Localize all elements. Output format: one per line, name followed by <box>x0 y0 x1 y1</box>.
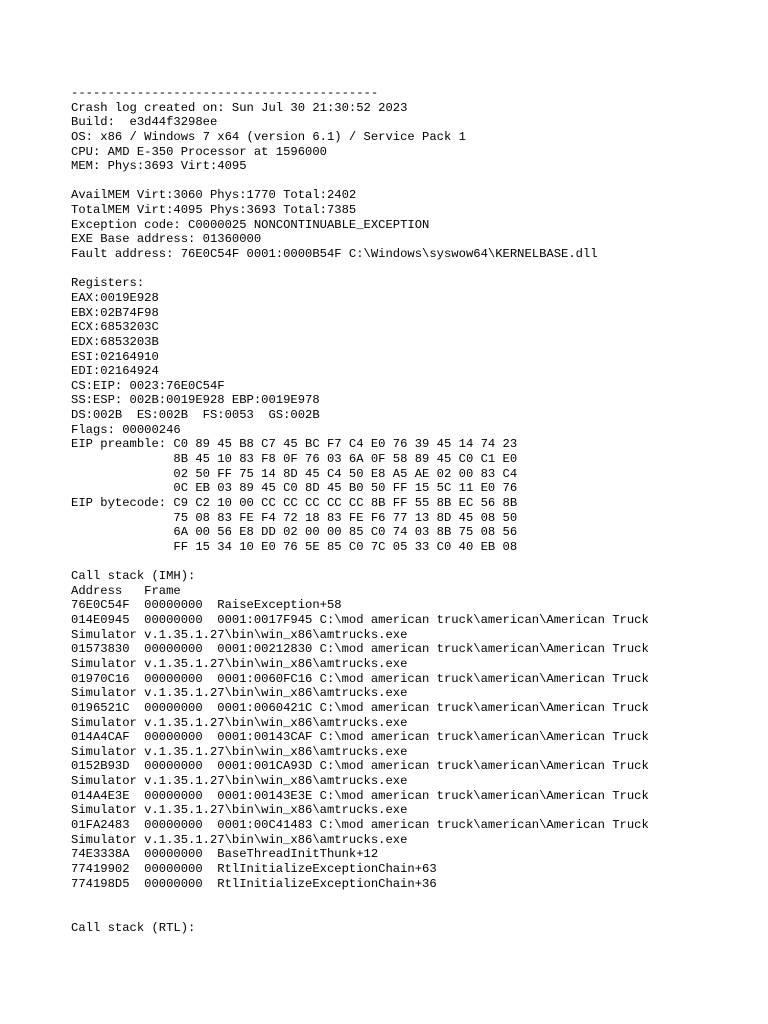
spacer <box>71 262 711 277</box>
eip-preamble-line: 0C EB 03 89 45 C0 8D 45 B0 50 FF 15 5C 11 E0 76 <box>71 481 518 496</box>
callstack-frame-line: 77419902 00000000 RtlInitializeExceptionChain+63 <box>71 861 437 876</box>
callstack-frame-line: 01FA2483 00000000 0001:00C41483 C:\mod american truck\american\American Truck <box>71 818 649 833</box>
callstack-rtl-title: Call stack (RTL): <box>71 920 196 935</box>
callstack-frame-line: 014A4CAF 00000000 0001:00143CAF C:\mod american truck\american\American Truck <box>71 730 649 745</box>
eip-preamble-line: EIP preamble: C0 89 45 B8 C7 45 BC F7 C4 E0 76 39 45 14 74 23 <box>71 437 518 452</box>
os-line: OS: x86 / Windows 7 x64 (version 6.1) / Service Pack 1 <box>71 129 466 144</box>
register-edx: EDX:6853203B <box>71 334 159 349</box>
callstack-imh-list <box>71 598 711 891</box>
cpu-line: CPU: AMD E-350 Processor at 1596000 <box>71 144 327 159</box>
register-ecx: ECX:6853203C <box>71 320 159 335</box>
eip-bytecode-line: 75 08 83 FE F4 72 18 83 FE F6 77 13 8D 45 08 50 <box>71 510 518 525</box>
callstack-frame-line: Simulator v.1.35.1.27\bin\win_x86\amtrucks.exe <box>71 744 408 759</box>
callstack-frame-line: 74E3338A 00000000 BaseThreadInitThunk+12 <box>71 847 379 862</box>
register-ss-esp: SS:ESP: 002B:0019E928 EBP:0019E978 <box>71 393 320 408</box>
callstack-frame-line: Simulator v.1.35.1.27\bin\win_x86\amtrucks.exe <box>71 774 408 789</box>
register-edi: EDI:02164924 <box>71 364 159 379</box>
eip-preamble-line: 02 50 FF 75 14 8D 45 C4 50 E8 A5 AE 02 00 83 C4 <box>71 466 518 481</box>
spacer <box>71 891 711 920</box>
crash-log-document <box>71 86 711 935</box>
total-mem-line: TotalMEM Virt:4095 Phys:3693 Total:7385 <box>71 203 357 218</box>
created-line: Crash log created on: Sun Jul 30 21:30:52 2023 <box>71 100 408 115</box>
callstack-frame-line: Simulator v.1.35.1.27\bin\win_x86\amtrucks.exe <box>71 686 408 701</box>
avail-mem-line: AvailMEM Virt:3060 Phys:1770 Total:2402 <box>71 188 357 203</box>
separator-line: ------------------------------------------ <box>71 86 379 100</box>
callstack-frame-line: Simulator v.1.35.1.27\bin\win_x86\amtrucks.exe <box>71 627 408 642</box>
callstack-frame-line: Simulator v.1.35.1.27\bin\win_x86\amtrucks.exe <box>71 832 408 847</box>
callstack-frame-line: Simulator v.1.35.1.27\bin\win_x86\amtrucks.exe <box>71 715 408 730</box>
register-cs-eip: CS:EIP: 0023:76E0C54F <box>71 378 225 393</box>
callstack-frame-line: 76E0C54F 00000000 RaiseException+58 <box>71 598 342 613</box>
mem-line: MEM: Phys:3693 Virt:4095 <box>71 159 247 174</box>
callstack-imh-title: Call stack (IMH): <box>71 569 196 584</box>
callstack-frame-line: 0152B93D 00000000 0001:001CA93D C:\mod american truck\american\American Truck <box>71 759 649 774</box>
callstack-frame-line: Simulator v.1.35.1.27\bin\win_x86\amtrucks.exe <box>71 803 408 818</box>
register-eax: EAX:0019E928 <box>71 290 159 305</box>
callstack-frame-line: 0196521C 00000000 0001:0060421C C:\mod american truck\american\American Truck <box>71 700 649 715</box>
spacer <box>71 555 711 570</box>
callstack-frame-line: 01573830 00000000 0001:00212830 C:\mod american truck\american\American Truck <box>71 642 649 657</box>
exception-line: Exception code: C0000025 NONCONTINUABLE_EXCEPTION <box>71 217 430 232</box>
build-line: Build: e3d44f3298ee <box>71 115 218 130</box>
callstack-frame-line: 014E0945 00000000 0001:0017F945 C:\mod american truck\american\American Truck <box>71 613 649 628</box>
register-esi: ESI:02164910 <box>71 349 159 364</box>
registers-title: Registers: <box>71 276 145 291</box>
spacer <box>71 174 711 189</box>
eip-bytecode-line: FF 15 34 10 E0 76 5E 85 C0 7C 05 33 C0 40 EB 08 <box>71 539 518 554</box>
eip-preamble-line: 8B 45 10 83 F8 0F 76 03 6A 0F 58 89 45 C0 C1 E0 <box>71 452 518 467</box>
eip-bytecode-line: EIP bytecode: C9 C2 10 00 CC CC CC CC CC 8B FF 55 8B EC 56 8B <box>71 495 518 510</box>
callstack-frame-line: 774198D5 00000000 RtlInitializeExceptionChain+36 <box>71 876 437 891</box>
callstack-frame-line: 01970C16 00000000 0001:0060FC16 C:\mod american truck\american\American Truck <box>71 671 649 686</box>
register-segments: DS:002B ES:002B FS:0053 GS:002B <box>71 408 320 423</box>
eip-bytecode-line: 6A 00 56 E8 DD 02 00 00 85 C0 74 03 8B 75 08 56 <box>71 525 518 540</box>
register-flags: Flags: 00000246 <box>71 422 181 437</box>
fault-address-line: Fault address: 76E0C54F 0001:0000B54F C:\Windows\syswow64\KERNELBASE.dll <box>71 247 598 262</box>
callstack-frame-line: 014A4E3E 00000000 0001:00143E3E C:\mod american truck\american\American Truck <box>71 788 649 803</box>
register-ebx: EBX:02B74F98 <box>71 305 159 320</box>
exe-base-line: EXE Base address: 01360000 <box>71 232 262 247</box>
callstack-frame-line: Simulator v.1.35.1.27\bin\win_x86\amtrucks.exe <box>71 656 408 671</box>
callstack-imh-columns: Address Frame <box>71 583 181 598</box>
